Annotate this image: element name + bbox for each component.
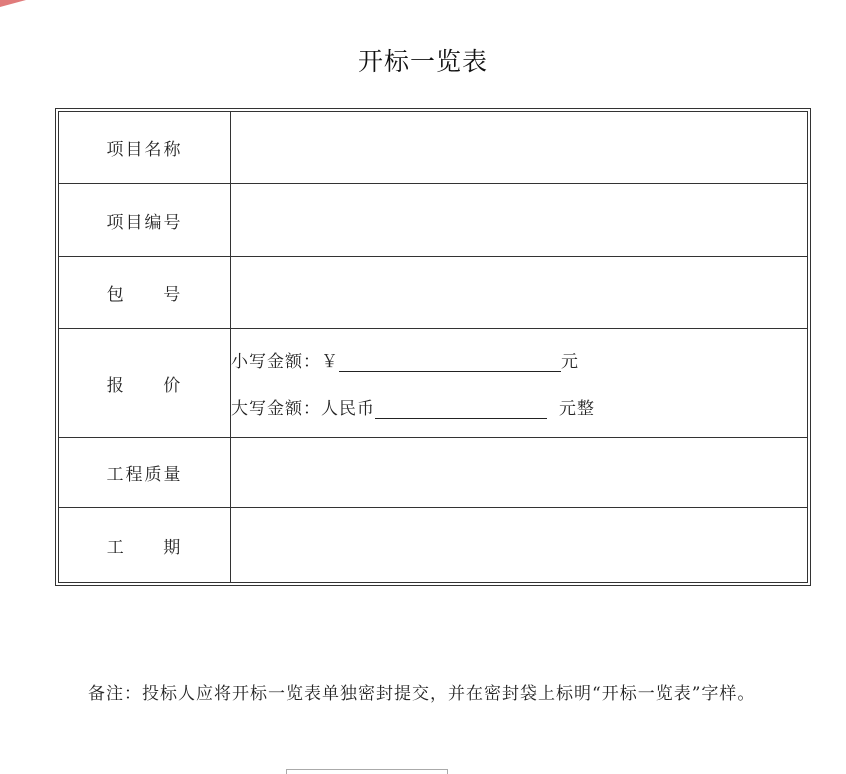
label-price-char1: 报 bbox=[106, 375, 126, 396]
table-row-project-number bbox=[59, 184, 808, 256]
document-title: 开标一览表 bbox=[357, 47, 488, 76]
field-project-name[interactable] bbox=[231, 112, 808, 184]
label-price-char2: 价 bbox=[163, 375, 183, 396]
currency-symbol: ￥ bbox=[321, 352, 339, 373]
bid-table-grid bbox=[58, 111, 808, 583]
small-amount-line bbox=[231, 347, 807, 372]
large-amount-input[interactable] bbox=[375, 400, 547, 419]
label-package-number-char2: 号 bbox=[163, 285, 183, 306]
table-row-duration bbox=[59, 508, 808, 583]
small-amount-input[interactable] bbox=[339, 353, 561, 372]
label-duration-char1: 工 bbox=[106, 537, 126, 558]
corner-tag bbox=[0, 0, 26, 7]
large-amount-prefix: 人民币 bbox=[321, 399, 375, 420]
table-row-price bbox=[59, 329, 808, 438]
small-amount-unit: 元 bbox=[561, 352, 579, 373]
label-project-name: 项目名称 bbox=[59, 112, 231, 184]
large-amount-label: 大写金额： bbox=[231, 399, 321, 420]
field-duration[interactable] bbox=[231, 508, 808, 583]
label-duration bbox=[59, 508, 231, 583]
field-project-number[interactable] bbox=[231, 184, 808, 256]
label-project-number: 项目编号 bbox=[59, 184, 231, 256]
bid-summary-table bbox=[55, 108, 811, 586]
label-package-number-char1: 包 bbox=[106, 285, 126, 306]
large-amount-line bbox=[231, 394, 807, 419]
table-row-quality bbox=[59, 438, 808, 508]
label-package-number bbox=[59, 256, 231, 328]
field-package-number[interactable] bbox=[231, 256, 808, 328]
label-quality: 工程质量 bbox=[59, 438, 231, 508]
table-row-project-name bbox=[59, 112, 808, 184]
label-duration-char2: 期 bbox=[163, 537, 183, 558]
table-row-package-number bbox=[59, 256, 808, 328]
small-amount-label: 小写金额： bbox=[231, 352, 321, 373]
field-quality[interactable] bbox=[231, 438, 808, 508]
large-amount-unit: 元整 bbox=[559, 399, 595, 420]
price-cell bbox=[231, 329, 808, 438]
label-price bbox=[59, 329, 231, 438]
remarks-note: 备注：投标人应将开标一览表单独密封提交，并在密封袋上标明“开标一览表”字样。 bbox=[88, 684, 756, 704]
